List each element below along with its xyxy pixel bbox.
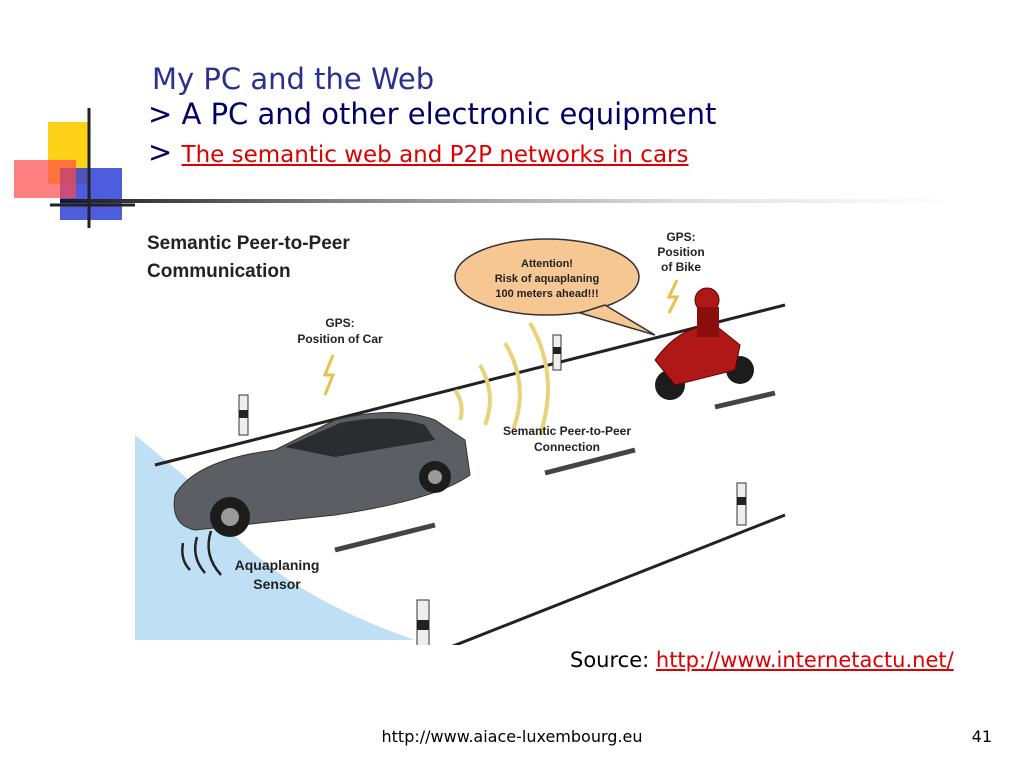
warning-bubble [455, 239, 655, 335]
source-link[interactable]: http://www.internetactu.net/ [655, 648, 954, 672]
gps-bike-label-3: of Bike [660, 260, 702, 274]
slide-subtitle-2 [148, 132, 716, 175]
road-edge-near [405, 515, 785, 645]
page-number: 41 [971, 727, 992, 746]
source-label: Source: [570, 648, 650, 672]
bubble-text-1: Attention! [521, 258, 573, 270]
gps-bike-label-2: Position [657, 245, 705, 259]
gps-bike-label-1: GPS: [666, 230, 696, 244]
bubble-text-2: Risk of aquaplaning [494, 273, 600, 285]
motorbike-image [655, 288, 754, 400]
slide-subtitle-1: > A PC and other electronic equipment [148, 97, 717, 131]
connection-label-2: Connection [534, 440, 600, 454]
source-line [570, 648, 954, 672]
subtitle-link[interactable]: The semantic web and P2P networks in cars [181, 142, 689, 168]
gps-car-label-1: GPS: [325, 316, 355, 330]
road-edge-far [155, 305, 785, 465]
p2p-signal-waves-icon [455, 323, 548, 435]
title-divider [60, 199, 960, 203]
footer-url: http://www.aiace-luxembourg.eu [381, 727, 643, 746]
title-block [148, 62, 716, 175]
slide-title: My PC and the Web [152, 62, 435, 96]
bubble-text-3: 100 meters ahead!!! [495, 288, 599, 300]
decorative-squares [0, 0, 140, 240]
illustration-heading-1: Semantic Peer-to-Peer [147, 233, 350, 254]
gps-car-signal-icon [325, 355, 333, 395]
connection-label-1: Semantic Peer-to-Peer [502, 424, 632, 438]
car-image [174, 413, 470, 538]
semantic-p2p-illustration [135, 225, 855, 645]
subtitle-prefix: > [148, 135, 173, 169]
illustration-heading-2: Communication [147, 261, 291, 282]
sensor-label-1: Aquaplaning [234, 557, 320, 573]
sensor-label-2: Sensor [253, 576, 301, 592]
gps-car-label-2: Position of Car [297, 332, 383, 346]
gps-bike-signal-icon [669, 280, 677, 313]
